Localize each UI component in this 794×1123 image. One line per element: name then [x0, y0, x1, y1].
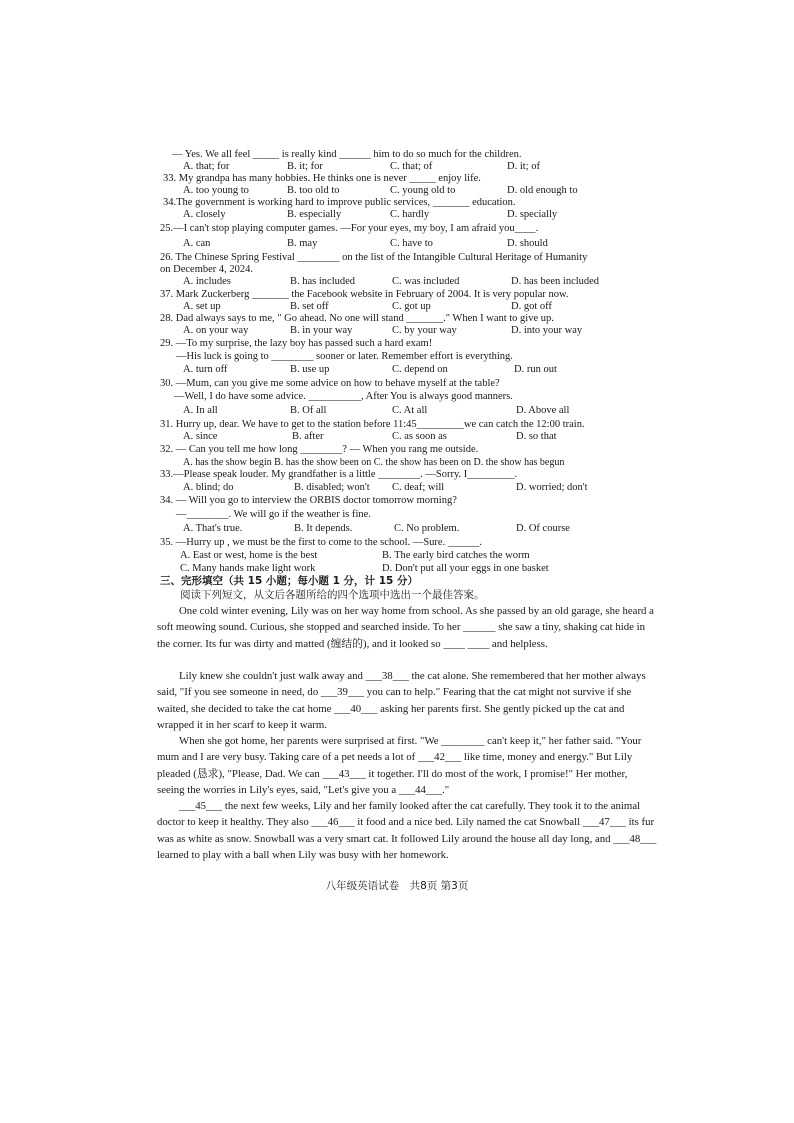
option: C. At all [392, 405, 428, 416]
option: D. got off [511, 301, 552, 312]
option: D. old enough to [507, 185, 578, 196]
option: B. has included [290, 276, 356, 287]
option: A. That's true. [183, 523, 243, 534]
option: B. The early bird catches the worm [382, 550, 530, 561]
option: B. after [292, 431, 324, 442]
option: C. have to [390, 238, 433, 249]
option: A. too young to [183, 185, 249, 196]
question-stem: 35. —Hurry up , we must be the first to come to the school. —Sure. ______. [160, 537, 482, 548]
section-instruction: 阅读下列短文，从文后各题所给的四个选项中选出一个最佳答案。 [180, 589, 485, 601]
question-stem-continued: —________. We will go if the weather is fine. [176, 509, 371, 520]
question-stem: 25.—I can't stop playing computer games. —For your eyes, my boy, I am afraid you____. [160, 223, 539, 234]
option: C. depend on [392, 364, 448, 375]
question-stem: 32. — Can you tell me how long ________? — When you rang me outside. [160, 444, 479, 455]
question-stem: 26. The Chinese Spring Festival ________ on the list of the Intangible Cultural Heritage of Humanity [160, 252, 588, 263]
option: D. Of course [516, 523, 570, 534]
option: B. disabled; won't [294, 482, 370, 493]
passage-paragraph: ___45___ the next few weeks, Lily and her family looked after the cat carefully. They took it to the animal doctor to keep it healthy. They also ___46___ it food and a nice bed. Lily named the cat Snowball ___47___ its fur was as white as snow. Snowball was a very smart cat. It followed Lily around the house all day long, and ___48___ learned to play with a ball when Lily was busy with her homework. [157, 800, 657, 861]
option: C. young old to [390, 185, 456, 196]
option: C. got up [392, 301, 431, 312]
option: D. Above all [516, 405, 570, 416]
passage-paragraph: Lily knew she couldn't just walk away and ___38___ the cat alone. She remembered that her mother always said, "If you see someone in need, do ___39___ you can to help." Fearing that the cat might not survive if she waited, she decided to take the cat home ___40___ asking her parents first. She gently picked up the cat and wrapped it in her scarf to keep it warm. [157, 670, 646, 731]
option: B. may [287, 238, 318, 249]
option: D. run out [514, 364, 557, 375]
option: C. deaf; will [392, 482, 445, 493]
option: B. Of all [290, 405, 327, 416]
option: B. especially [287, 209, 342, 220]
option: B. It depends. [294, 523, 353, 534]
question-stem: 34.The government is working hard to improve public services, _______ education. [163, 197, 516, 208]
option: A. can [183, 238, 211, 249]
option: C. hardly [390, 209, 430, 220]
question-stem: 28. Dad always says to me, " Go ahead. No one will stand _______." When I want to give up. [160, 313, 554, 324]
option: B. use up [290, 364, 330, 375]
option: C. as soon as [392, 431, 447, 442]
option: A. on your way [183, 325, 249, 336]
option: D. should [507, 238, 548, 249]
option: D. has been included [511, 276, 600, 287]
question-stem: 30. —Mum, can you give me some advice on how to behave myself at the table? [160, 378, 500, 389]
option: C. Many hands make light work [180, 563, 316, 574]
option: C. was included [392, 276, 460, 287]
question-stem: 33. My grandpa has many hobbies. He thinks one is never _____ enjoy life. [163, 173, 481, 184]
option: A. blind; do [183, 482, 234, 493]
option: B. set off [290, 301, 329, 312]
option: A. since [183, 431, 218, 442]
option: A. turn off [183, 364, 228, 375]
question-stem-continued: on December 4, 2024. [160, 264, 254, 275]
option: D. Don't put all your eggs in one basket [382, 563, 549, 574]
option: A. East or west, home is the best [180, 550, 318, 561]
option: C. by your way [392, 325, 457, 336]
option: D. it; of [507, 161, 540, 172]
question-stem-continued: —Well, I do have some advice. __________, After You is always good manners. [174, 391, 513, 402]
question-stem-continued: —His luck is going to ________ sooner or later. Remember effort is everything. [176, 351, 513, 362]
question-stem: 33.—Please speak louder. My grandfather is a little ________. —Sorry. I_________. [160, 469, 518, 480]
option: D. into your way [511, 325, 583, 336]
option: A. closely [183, 209, 226, 220]
option: B. it; for [287, 161, 323, 172]
question-stem: 29. —To my surprise, the lazy boy has passed such a hard exam! [160, 338, 433, 349]
option: C. No problem. [394, 523, 460, 534]
option: D. worried; don't [516, 482, 588, 493]
question-stem: 31. Hurry up, dear. We have to get to the station before 11:45_________we can catch the 12:00 train. [160, 419, 585, 430]
section-heading: 三、完形填空（共 15 小题；每小题 1 分，计 15 分） [160, 575, 418, 587]
passage-paragraph: One cold winter evening, Lily was on her way home from school. As she passed by an old garage, she heard a soft meowing sound. Curious, she stopped and searched inside. To her ______ she saw a tiny, shaking cat hide in the corner. Its fur was dirty and matted (缠结的), and it looked so ____ ____ and helpless. [157, 605, 654, 650]
option: A. set up [183, 301, 221, 312]
page-footer: 八年级英语试卷 共8页 第3页 [325, 880, 469, 892]
option: C. that; of [390, 161, 433, 172]
option: A. that; for [183, 161, 230, 172]
passage-paragraph: When she got home, her parents were surprised at first. "We ________ can't keep it," her father said. "Your mum and I are very busy. Taking care of a pet needs a lot of ___42___ like time, money and energy." But Lily pleaded (恳求), "Please, Dad. We can ___43___ it together. I'll do most of the work, I promise!" Her mother, seeing the worries in Lily's eyes, said, "Let's give you a ___44___." [157, 735, 642, 796]
option: D. specially [507, 209, 558, 220]
option: B. in your way [290, 325, 353, 336]
option: A. In all [183, 405, 218, 416]
question-stem: 37. Mark Zuckerberg _______ the Facebook website in February of 2004. It is very popular now. [160, 289, 569, 300]
option: B. too old to [287, 185, 340, 196]
options-line: A. has the show begin B. has the show been on C. the show has been on D. the show has begun [183, 457, 565, 468]
option: D. so that [516, 431, 557, 442]
question-stem: — Yes. We all feel _____ is really kind ______ him to do so much for the children. [172, 149, 522, 160]
option: A. includes [183, 276, 231, 287]
question-stem: 34. — Will you go to interview the ORBIS doctor tomorrow morning? [160, 495, 457, 506]
